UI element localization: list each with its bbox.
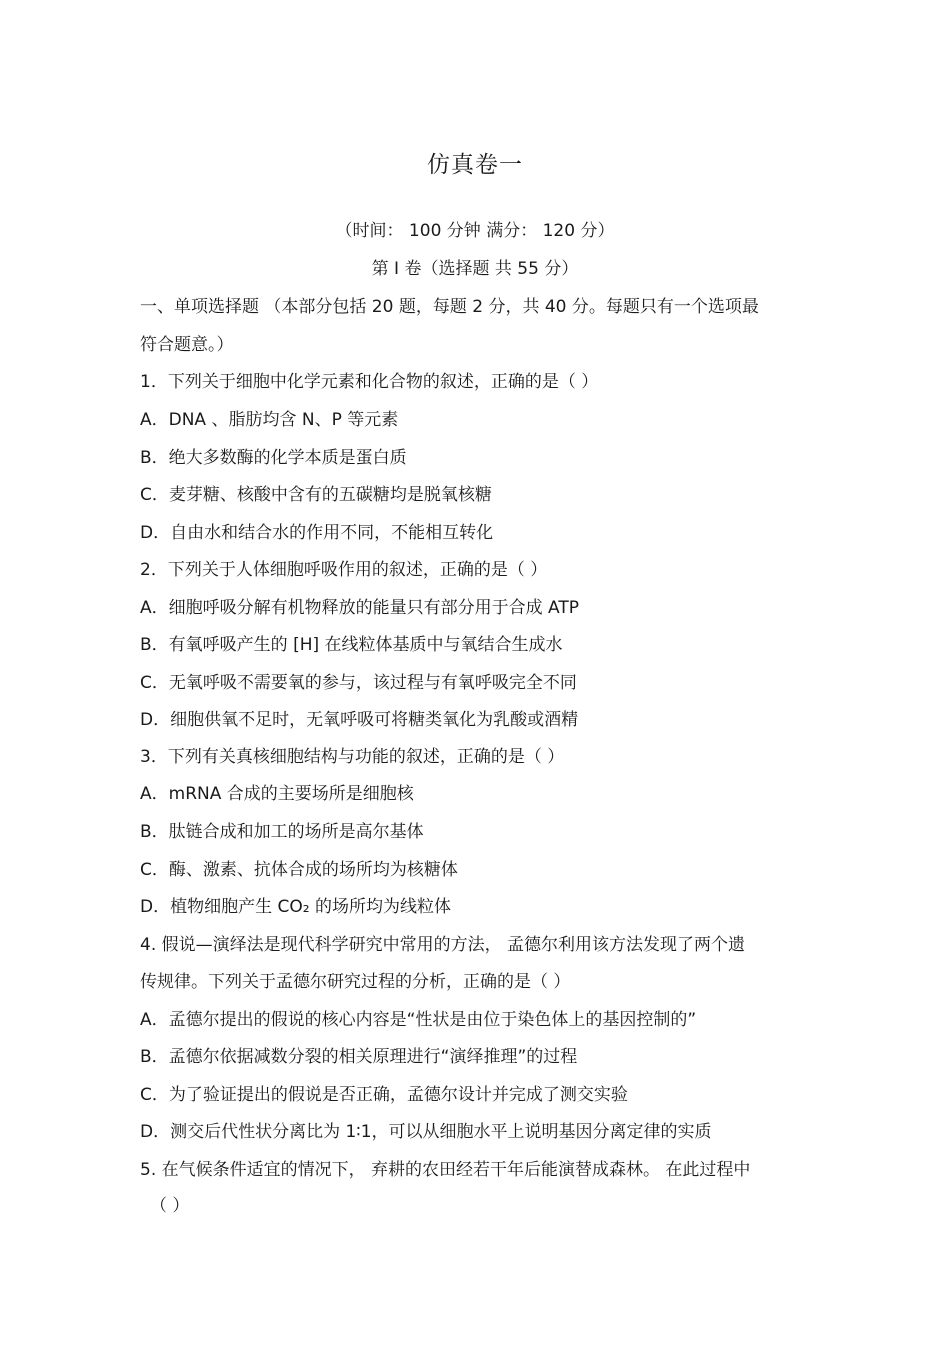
question-4-option-b: B．孟德尔依据减数分裂的相关原理进行“演绎推理”的过程 [140,1047,578,1067]
exam-time-info: （时间： 100 分钟 满分： 120 分） [335,221,615,241]
question-4-option-c: C．为了验证提出的假说是否正确，孟德尔设计并完成了测交实验 [140,1085,628,1105]
question-1-option-c: C．麦芽糖、核酸中含有的五碳糖均是脱氧核糖 [140,485,492,505]
question-1-stem: 1．下列关于细胞中化学元素和化合物的叙述，正确的是（ ） [140,372,599,392]
question-4-stem-line-1: 4. 假说—演绎法是现代科学研究中常用的方法， 孟德尔利用该方法发现了两个遗 [140,935,746,955]
question-1-option-a: A．DNA 、脂肪均含 N、P 等元素 [140,410,399,430]
question-3-stem: 3．下列有关真核细胞结构与功能的叙述，正确的是（ ） [140,747,565,767]
question-2-option-d: D．细胞供氧不足时，无氧呼吸可将糖类氧化为乳酸或酒精 [140,710,579,730]
question-4-stem-line-2: 传规律。下列关于孟德尔研究过程的分析，正确的是（ ） [140,972,571,992]
question-4-option-d: D．测交后代性状分离比为 1∶1，可以从细胞水平上说明基因分离定律的实质 [140,1122,712,1142]
question-4-option-a: A．孟德尔提出的假说的核心内容是“性状是由位于染色体上的基因控制的” [140,1010,697,1030]
question-5-stem-line-2: （ ） [150,1196,190,1216]
question-3-option-c: C．酶、激素、抗体合成的场所均为核糖体 [140,860,458,880]
question-1-option-d: D．自由水和结合水的作用不同，不能相互转化 [140,523,494,543]
question-3-option-b: B．肽链合成和加工的场所是高尔基体 [140,822,424,842]
section-title: 第 I 卷（选择题 共 55 分） [371,259,579,279]
question-3-option-d: D．植物细胞产生 CO₂ 的场所均为线粒体 [140,897,451,917]
question-3-option-a: A．mRNA 合成的主要场所是细胞核 [140,784,414,804]
part-intro-line-1: 一、单项选择题 （本部分包括 20 题，每题 2 分，共 40 分。每题只有一个选项最 [140,297,759,317]
part-intro-line-2: 符合题意。） [140,335,234,355]
question-5-stem-line-1: 5. 在气候条件适宜的情况下， 弃耕的农田经若干年后能演替成森林。 在此过程中 [140,1160,751,1180]
question-2-stem: 2．下列关于人体细胞呼吸作用的叙述，正确的是（ ） [140,560,548,580]
question-2-option-c: C．无氧呼吸不需要氧的参与，该过程与有氧呼吸完全不同 [140,673,577,693]
page-title: 仿真卷一 [427,152,523,178]
question-2-option-b: B．有氧呼吸产生的 [H] 在线粒体基质中与氧结合生成水 [140,635,563,655]
question-1-option-b: B．绝大多数酶的化学本质是蛋白质 [140,448,407,468]
question-2-option-a: A．细胞呼吸分解有机物释放的能量只有部分用于合成 ATP [140,598,579,618]
